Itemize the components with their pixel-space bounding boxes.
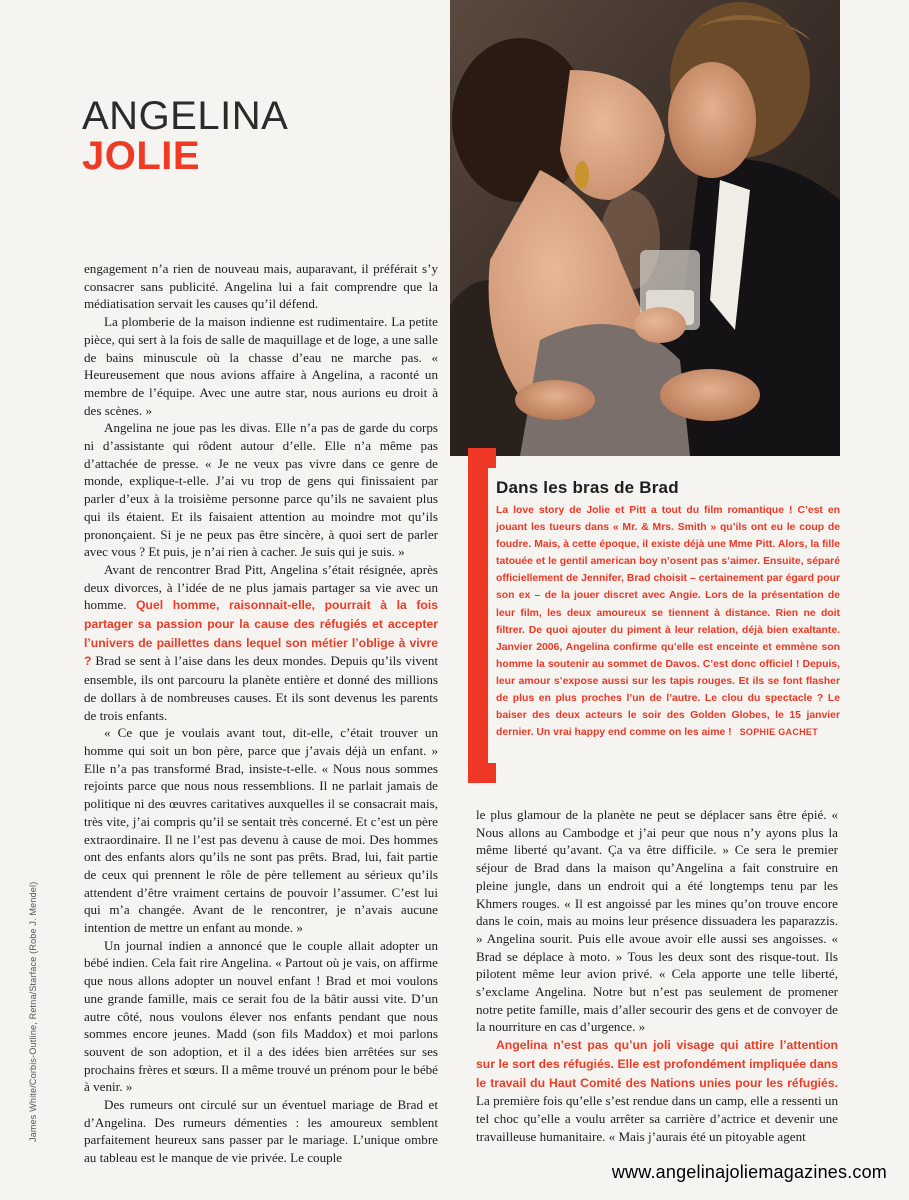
sidebar-text: La love story de Jolie et Pitt a tout du film romantique ! C’est en jouant les tueurs dans « Mr. & Mrs. Smith » qu’ils ont eu le coup de foudre. Mais, à cette époque, il existe déjà une Mme Pitt. Alors, la fille tatouée et le gentil american boy n’osent pas s’aimer. Ensuite, séparé officiellement de Jennifer, Brad choisit – certainement par égard pour son ex – de la jouer discret avec Angie. Lors de la présentation de leur film, les deux amoureux se tiennent à distance. Rien ne doit filtrer. De quoi ajouter du piment à leur relation, déjà bien exaltante. Janvier 2006, Angelina confirme qu’elle est enceinte et emmène son homme la soutenir au sommet de Davos. C’est donc officiel ! Depuis, leur amour s’expose aussi sur les tapis rouges. Et ils se font flasher de plus en plus proches l’un de l’autre. Le clou du spectacle ? Le baiser des deux acteurs le soir des Golden Globes, le 15 janvier dernier. Un vrai happy end comme on les aime ! bbox=[496, 505, 840, 739]
paragraph bbox=[84, 561, 438, 724]
paragraph-text: La première fois qu’elle s’est rendue dans un camp, elle a ressenti un tel choc qu’elle a voulu arrêter sa carrière d’actrice et devenir une travailleuse humanitaire. « Mais j’aurais été un pitoyable agent bbox=[476, 1093, 838, 1144]
paragraph bbox=[476, 1036, 838, 1145]
paragraph-text: Brad se sent à l’aise dans les deux mondes. Depuis qu’ils vivent ensemble, ils ont parcouru la planète entière et donné des millions de dollars à de nombreuses causes. Et ils sont devenus les parents de trois enfants. bbox=[84, 653, 439, 723]
sidebar-box bbox=[496, 478, 840, 741]
highlight-quote: Quel homme, raisonnait-elle, pourrait à la fois partager sa passion pour la cause des réfugiés et accepter l’univers de paillettes dans lequel son métier l’oblige à vivre ? bbox=[84, 598, 438, 669]
paragraph: engagement n’a rien de nouveau mais, auparavant, il préférait s’y consacrer sans publicité. Angelina lui a fait comprendre que la médiatisation servait les causes qu’il défend. bbox=[84, 261, 438, 312]
paragraph: Des rumeurs ont circulé sur un éventuel mariage de Brad et d’Angelina. Des rumeurs démenties : les amoureux semblent parfaitement heureux sans passer par le mariage. L’unique ombre au tableau est le manque de vie privée. Le couple bbox=[84, 1097, 438, 1166]
couple-kissing-photo bbox=[450, 0, 840, 456]
sidebar-byline: SOPHIE GACHET bbox=[739, 727, 819, 738]
photo-credit: James White/Corbis-Outline, Retna/Starface (Robe J. Mendel) bbox=[28, 881, 38, 1142]
title-first-name: ANGELINA bbox=[82, 94, 289, 138]
paragraph: Un journal indien a annoncé que le couple allait adopter un bébé indien. Cela fait rire Angelina. « Partout où je vais, on affirme que nous allons adopter un nouvel enfant ! Brad et moi voulons une grande famille, mais ce serait fou de la bâtir aussi vite. D’un autre côté, nous voulons élever nos enfants pendant que nous sommes encore jeunes. Madd (son fils Maddox) et moi parlons souvent de son adoption, et il a des idées bien arrêtées sur ses prochains frères et sœurs. Il a même trouvé un prénom pour le bébé à venir. » bbox=[84, 937, 438, 1095]
photo-illustration bbox=[450, 0, 840, 456]
sidebar-body bbox=[496, 502, 840, 741]
title-last-name: JOLIE bbox=[82, 134, 201, 178]
sidebar-heading: Dans les bras de Brad bbox=[496, 478, 679, 497]
paragraph-text: Avant de rencontrer Brad Pitt, Angelina s’était résignée, après deux divorces, à l’idée de ne plus jamais partager sa vie avec un homme. bbox=[84, 561, 438, 613]
paragraph: « Ce que je voulais avant tout, dit-elle, c’était trouver un homme qui soit un bon père, parce que j’avais déjà un enfant. » Elle n’a pas transformé Brad, insiste-t-elle. « Nous nous sommes rejoints parce que nous nous ressemblions. Il ne parlait jamais de politique ni des œuvres caritatives auxquelles il se consacrait mais, très vite, j’ai compris qu’il se sentait très concerné. Et c’est un père extraordinaire. Il ne l’est pas devenu à cause de moi. Des hommes ont des enfants alors qu’ils ne sont pas prêts. Brad, lui, fait partie de ceux qui prennent le rôle de père tellement au sérieux qu’ils attendent d’être vraiment certains de pouvoir l’assumer. C’est lui qui m’a changée. Avant de le rencontrer, je n’avais aucune intention de mettre un enfant au monde. » bbox=[84, 725, 438, 936]
sidebar-bracket bbox=[468, 448, 498, 783]
article-column-right bbox=[476, 806, 838, 1145]
paragraph: La plomberie de la maison indienne est rudimentaire. La petite pièce, qui sert à la fois de salle de maquillage et de loge, a une salle de bains minuscule où la chasse d’eau ne marche pas. « Heureusement que nous avions affaire à Angelina, a raconté un membre de l’équipe. Avec une autre star, nous aurions eu droit à des scènes. » bbox=[84, 314, 438, 418]
website-watermark: www.angelinajoliemagazines.com bbox=[611, 1162, 887, 1182]
paragraph: Angelina ne joue pas les divas. Elle n’a pas de garde du corps ni d’assistante qui rôdent autour d’elle. Elle n’a même pas d’attachée de presse. « Je ne veux pas vivre dans ce genre de monde, explique-t-elle. J’ai vu trop de gens qui finissaient par parler d’eux à la troisième personne parce qu’ils ne savaient plus qui ils étaient. Et ils faisaient attention au moindre mot qu’ils prononçaient. Si je ne peux pas être sincère, à quoi sert de parler avec vous ? Et puis, je n’ai rien à cacher. Je suis qui je suis. » bbox=[84, 420, 438, 560]
article-title bbox=[82, 96, 288, 176]
highlight-quote: Angelina n’est pas qu’un joli visage qui attire l’attention sur le sort des réfugiés. Elle est profondément impliquée dans le travail du Haut Comité des Nations unies pour les réfugiés. bbox=[476, 1038, 838, 1090]
paragraph: le plus glamour de la planète ne peut se déplacer sans être épié. « Nous allons au Cambodge et j’ai peur que nous n’y ayons plus la même liberté qu’avant. Ça va être difficile. » Ce sera le premier séjour de Brad dans la maison qu’Angelina a fait construire en pleine jungle, dans un endroit qui a été longtemps tenu par les Khmers rouges. « Il est angoissé par les mines qu’on trouve encore dans le coin, mais au moins leur présence dissuadera les paparazzis. » Angelina sourit. Puis elle avoue avoir elle aussi ses angoisses. « Brad se déplace à moto. » Tous les deux sont des risque-tout. Ils pilotent même leur avion privé. « Cela apporte une telle liberté, s’exclame Angelina. Notre but n’est pas seulement de promener notre petite famille, mais d’aller secourir des gens et de convoyer de la nourriture en cas d’urgence. » bbox=[476, 807, 838, 1035]
article-column-left bbox=[84, 260, 438, 1167]
